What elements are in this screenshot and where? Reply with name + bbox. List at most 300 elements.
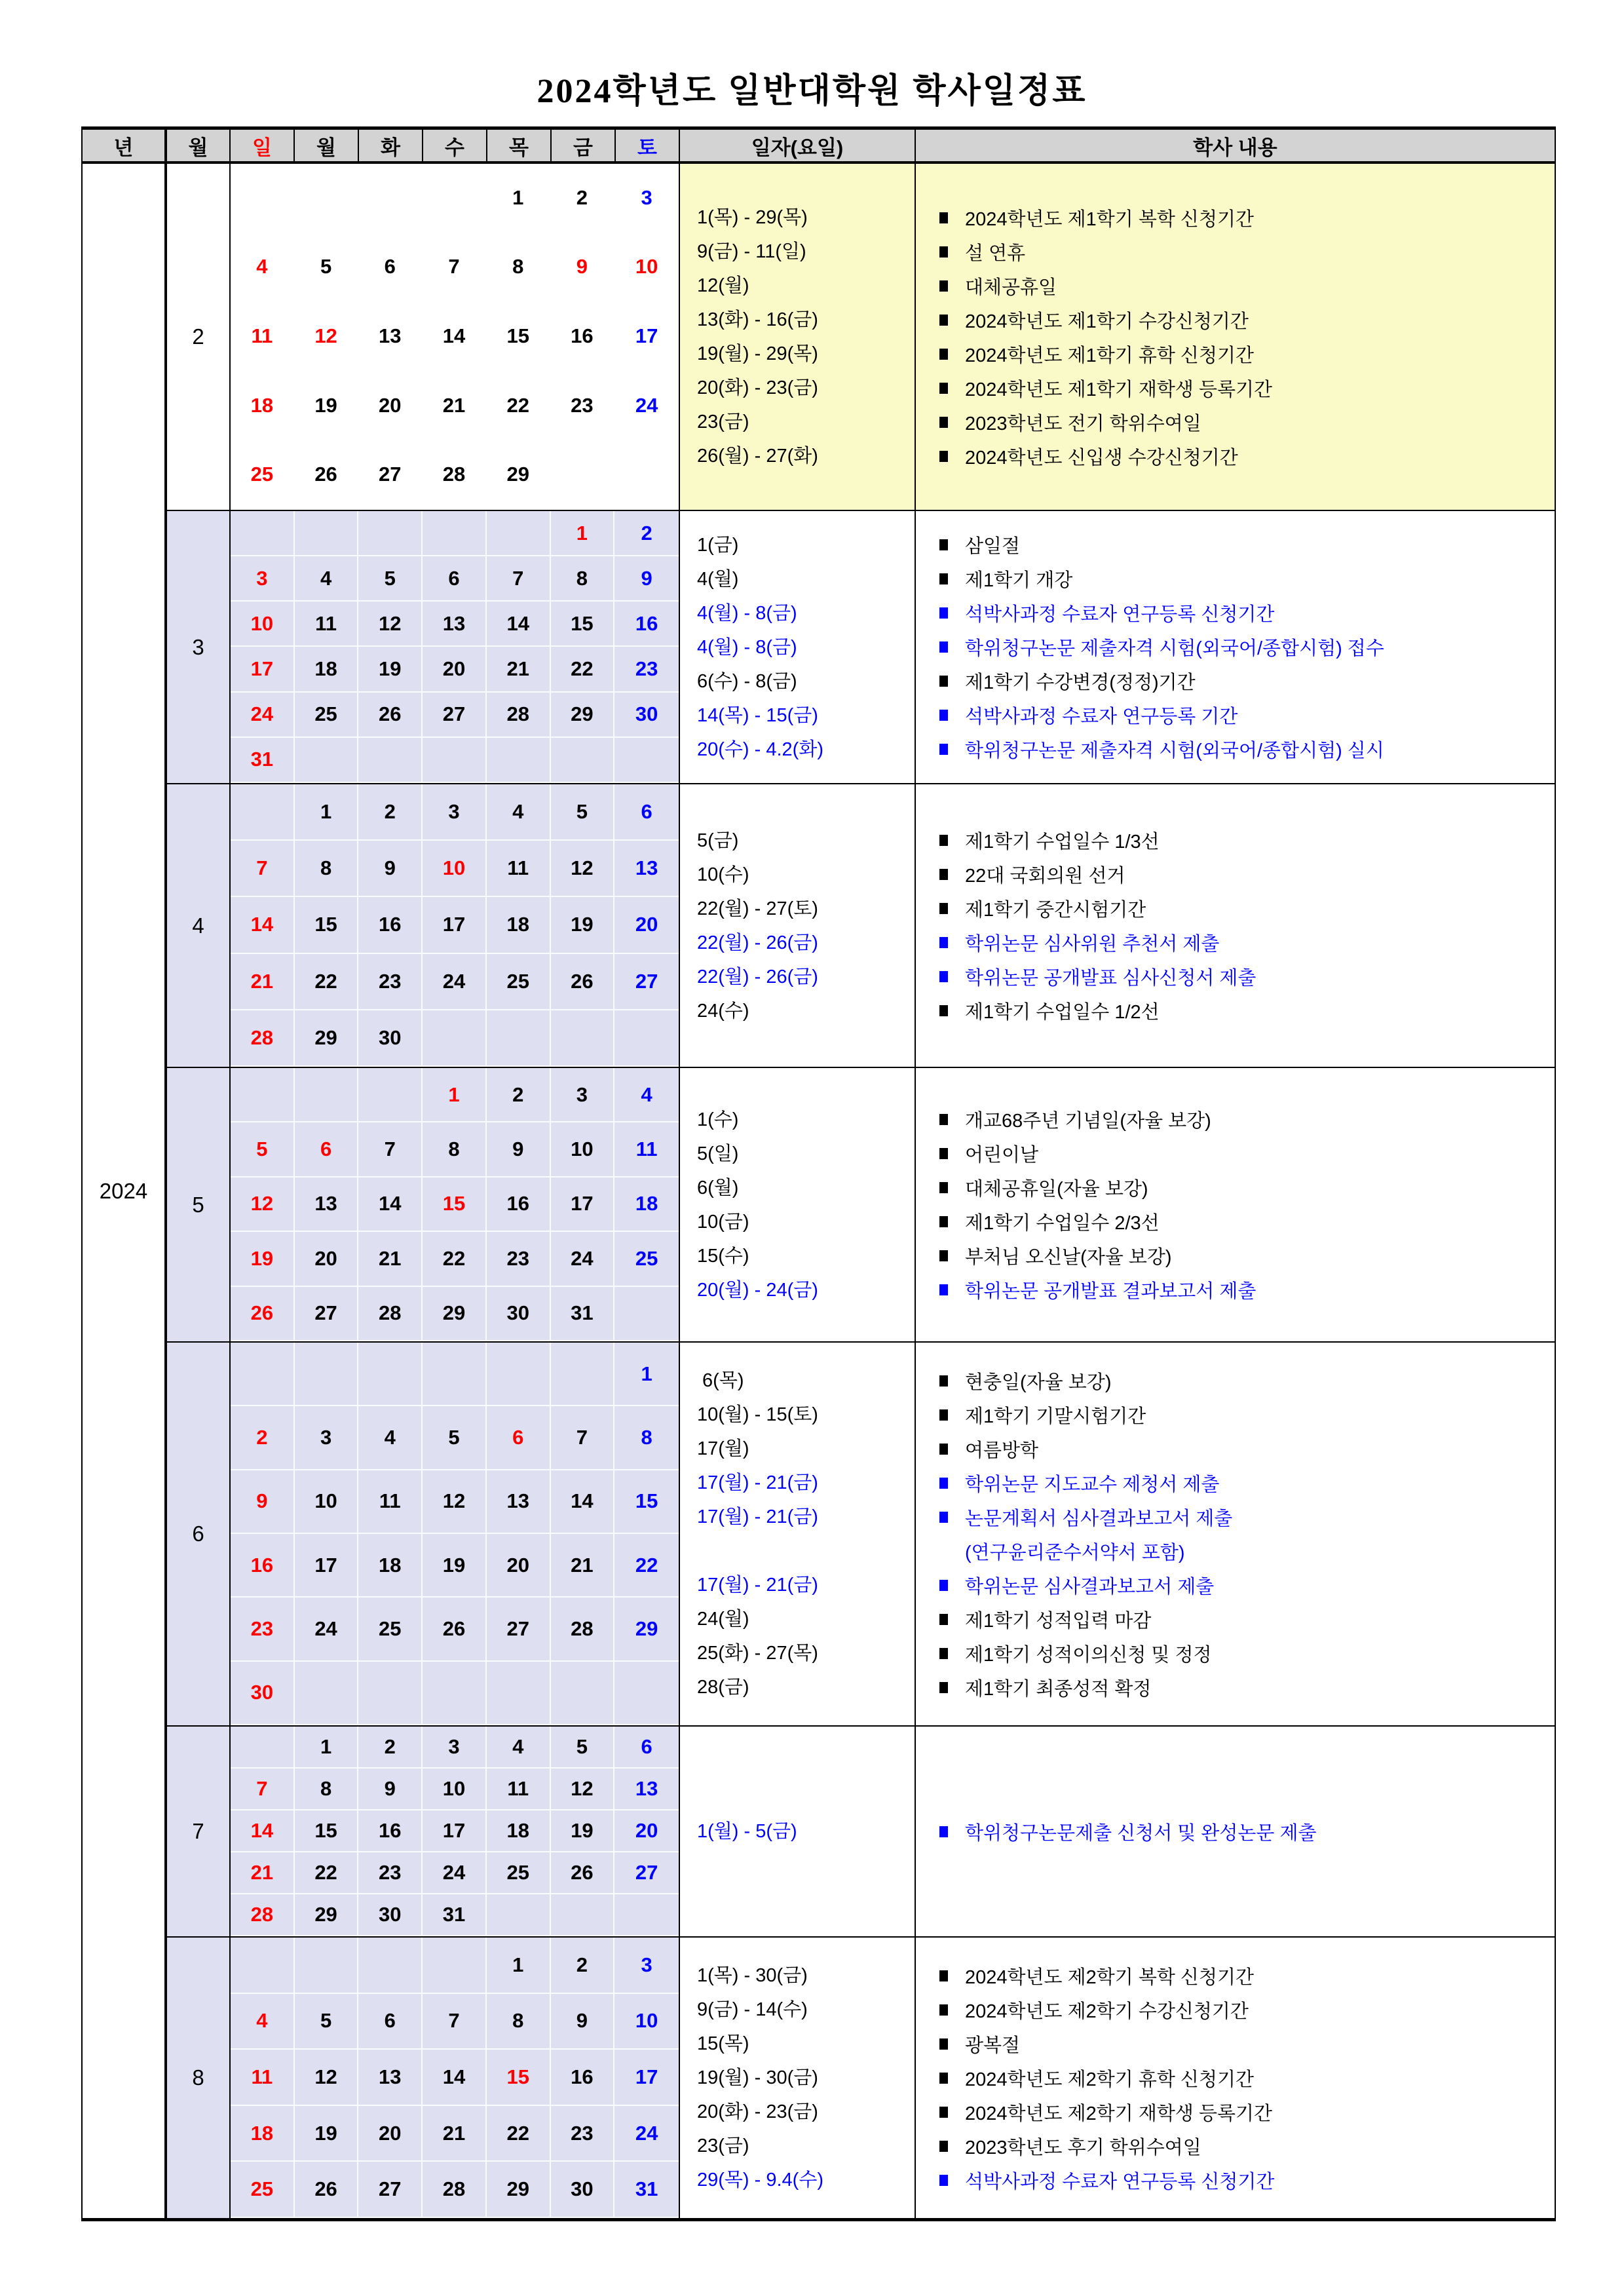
calendar-day: 26 bbox=[231, 1287, 295, 1341]
calendar-day: 4 bbox=[358, 1406, 423, 1470]
calendar-day: 12 bbox=[551, 1769, 615, 1810]
calendar-day: 3 bbox=[614, 1938, 679, 1994]
calendar-day bbox=[358, 511, 423, 556]
calendar-day: 20 bbox=[487, 1534, 551, 1598]
calendar-day: 26 bbox=[551, 1852, 615, 1894]
calendar-day: 14 bbox=[231, 1810, 295, 1852]
calendar-day bbox=[231, 164, 295, 233]
calendar-day: 13 bbox=[614, 1769, 679, 1810]
calendar-day: 31 bbox=[231, 738, 295, 783]
event-line bbox=[916, 201, 1555, 235]
bullet-square-icon bbox=[939, 573, 948, 584]
date-range: 5(금) bbox=[697, 830, 739, 851]
bullet-square-icon bbox=[939, 2073, 948, 2084]
month-label: 7 bbox=[167, 1727, 231, 1936]
calendar-day bbox=[231, 511, 295, 556]
month-row-5 bbox=[167, 1068, 1555, 1343]
calendar-day: 19 bbox=[295, 372, 359, 441]
event-text: 2024학년도 제1학기 복학 신청기간 bbox=[965, 208, 1254, 230]
event-line bbox=[916, 926, 1555, 960]
calendar-day: 18 bbox=[231, 372, 295, 441]
month-calendar bbox=[231, 1938, 680, 2218]
calendar-day: 16 bbox=[551, 302, 615, 372]
calendar-day: 11 bbox=[231, 302, 295, 372]
calendar-day bbox=[295, 511, 359, 556]
calendar-day: 30 bbox=[231, 1662, 295, 1725]
bullet-square-icon bbox=[939, 869, 948, 880]
calendar-day: 23 bbox=[614, 647, 679, 692]
calendar-day: 14 bbox=[231, 897, 295, 953]
calendar-day: 22 bbox=[295, 954, 359, 1010]
calendar-day: 4 bbox=[295, 556, 359, 602]
calendar-day: 11 bbox=[358, 1470, 423, 1534]
calendar-day: 3 bbox=[295, 1406, 359, 1470]
event-text: 석박사과정 수료자 연구등록 기간 bbox=[965, 706, 1238, 727]
calendar-day bbox=[231, 1343, 295, 1406]
date-range: 4(월) - 8(금) bbox=[697, 602, 797, 624]
bullet-square-icon bbox=[939, 1580, 948, 1591]
calendar-day bbox=[614, 1894, 679, 1936]
calendar-day: 10 bbox=[295, 1470, 359, 1534]
date-range: 17(월) bbox=[697, 1438, 749, 1459]
calendar-day: 15 bbox=[487, 2050, 551, 2106]
header-weekday-목: 목 bbox=[487, 130, 552, 161]
calendar-day: 8 bbox=[614, 1406, 679, 1470]
calendar-day: 4 bbox=[487, 1727, 551, 1769]
calendar-day: 24 bbox=[551, 1232, 615, 1286]
calendar-day: 17 bbox=[614, 2050, 679, 2106]
date-range: 29(목) - 9.4(수) bbox=[697, 2170, 823, 2191]
event-text: 학위청구논문 제출자격 시험(외국어/종합시험) 실시 bbox=[965, 740, 1384, 761]
month-row-3 bbox=[167, 511, 1555, 784]
bullet-square-icon bbox=[939, 744, 948, 755]
calendar-day: 8 bbox=[487, 1994, 551, 2050]
calendar-day: 23 bbox=[231, 1598, 295, 1661]
bullet-square-icon bbox=[939, 1375, 948, 1387]
date-range: 10(금) bbox=[697, 1211, 749, 1233]
month-label: 3 bbox=[167, 511, 231, 783]
calendar-day: 31 bbox=[423, 1894, 487, 1936]
month-label: 6 bbox=[167, 1343, 231, 1725]
calendar-day: 23 bbox=[551, 372, 615, 441]
event-line bbox=[916, 337, 1555, 371]
date-range-column bbox=[680, 164, 916, 510]
month-label: 4 bbox=[167, 784, 231, 1067]
bullet-square-icon bbox=[939, 1444, 948, 1455]
header-weekday-일: 일 bbox=[231, 130, 295, 161]
calendar-day: 12 bbox=[295, 302, 359, 372]
calendar-day: 10 bbox=[551, 1122, 615, 1177]
bullet-square-icon bbox=[939, 212, 948, 223]
date-range: 17(월) - 21(금) bbox=[697, 1472, 818, 1493]
page-title: 2024학년도 일반대학원 학사일정표 bbox=[537, 73, 1087, 110]
calendar-day: 17 bbox=[295, 1534, 359, 1598]
month-calendar bbox=[231, 164, 680, 510]
calendar-day: 15 bbox=[295, 897, 359, 953]
calendar-day bbox=[551, 1894, 615, 1936]
calendar-day: 11 bbox=[614, 1122, 679, 1177]
calendar-day: 13 bbox=[487, 1470, 551, 1534]
calendar-day bbox=[614, 1662, 679, 1725]
calendar-day: 3 bbox=[231, 556, 295, 602]
calendar-day: 2 bbox=[358, 784, 423, 841]
event-text: (연구윤리준수서약서 포함) bbox=[965, 1542, 1185, 1563]
calendar-day: 16 bbox=[231, 1534, 295, 1598]
calendar-day bbox=[358, 1938, 423, 1994]
calendar-day bbox=[551, 440, 615, 510]
calendar-day: 28 bbox=[423, 2162, 487, 2218]
calendar-day: 24 bbox=[614, 2106, 679, 2162]
bullet-square-icon bbox=[939, 903, 948, 914]
date-range: 6(수) - 8(금) bbox=[697, 670, 797, 692]
calendar-day bbox=[231, 1068, 295, 1122]
calendar-day: 1 bbox=[614, 1343, 679, 1406]
bullet-square-icon bbox=[939, 971, 948, 982]
bullet-square-icon bbox=[939, 937, 948, 948]
calendar-day: 23 bbox=[358, 1852, 423, 1894]
event-text: 2024학년도 제2학기 휴학 신청기간 bbox=[965, 2069, 1254, 2090]
event-line bbox=[916, 630, 1555, 664]
calendar-day: 1 bbox=[295, 1727, 359, 1769]
calendar-day: 26 bbox=[295, 440, 359, 510]
calendar-day: 14 bbox=[551, 1470, 615, 1534]
calendar-day: 11 bbox=[487, 841, 551, 897]
bullet-square-icon bbox=[939, 710, 948, 721]
date-range: 25(화) - 27(목) bbox=[697, 1643, 818, 1664]
calendar-day: 5 bbox=[295, 233, 359, 303]
bullet-square-icon bbox=[939, 676, 948, 687]
bullet-square-icon bbox=[939, 2107, 948, 2118]
calendar-day: 17 bbox=[231, 647, 295, 692]
academic-schedule-table bbox=[81, 126, 1556, 2221]
calendar-day: 9 bbox=[358, 1769, 423, 1810]
date-range: 24(월) bbox=[697, 1609, 749, 1630]
month-calendar bbox=[231, 784, 680, 1067]
calendar-day: 1 bbox=[295, 784, 359, 841]
calendar-day bbox=[551, 1343, 615, 1406]
date-range: 4(월) bbox=[697, 568, 739, 590]
calendar-day: 5 bbox=[551, 1727, 615, 1769]
date-range-column bbox=[680, 511, 916, 783]
calendar-day: 27 bbox=[614, 1852, 679, 1894]
calendar-day: 25 bbox=[358, 1598, 423, 1661]
event-text: 제1학기 기말시험기간 bbox=[965, 1406, 1146, 1427]
calendar-day: 24 bbox=[423, 1852, 487, 1894]
event-text: 제1학기 성적이의신청 및 정정 bbox=[965, 1644, 1212, 1666]
event-text: 학위논문 지도교수 제청서 제출 bbox=[965, 1474, 1220, 1495]
event-line bbox=[916, 2061, 1555, 2095]
calendar-day: 1 bbox=[487, 1938, 551, 1994]
date-range: 17(월) - 21(금) bbox=[697, 1575, 818, 1596]
calendar-day: 14 bbox=[358, 1177, 423, 1232]
event-content-column bbox=[916, 1938, 1555, 2218]
bullet-square-icon bbox=[939, 315, 948, 326]
calendar-day bbox=[358, 1662, 423, 1725]
date-range: 12(월) bbox=[697, 275, 749, 296]
calendar-day: 16 bbox=[358, 897, 423, 953]
event-line bbox=[916, 1364, 1555, 1398]
event-text: 제1학기 중간시험기간 bbox=[965, 900, 1146, 921]
calendar-day: 14 bbox=[423, 302, 487, 372]
event-line bbox=[916, 371, 1555, 405]
calendar-day: 25 bbox=[614, 1232, 679, 1286]
calendar-day: 28 bbox=[423, 440, 487, 510]
calendar-day: 27 bbox=[614, 954, 679, 1010]
month-calendar bbox=[231, 1727, 680, 1936]
event-text: 제1학기 수강변경(정정)기간 bbox=[965, 672, 1196, 693]
date-range: 23(금) bbox=[697, 411, 749, 432]
calendar-day: 29 bbox=[487, 440, 551, 510]
event-text: 현충일(자율 보강) bbox=[965, 1371, 1112, 1393]
table-header-row bbox=[83, 130, 1555, 164]
date-range: 22(월) - 27(토) bbox=[697, 898, 818, 919]
event-line bbox=[916, 528, 1555, 562]
calendar-day: 25 bbox=[231, 2162, 295, 2218]
calendar-day: 17 bbox=[614, 302, 679, 372]
date-range: 20(수) - 4.2(화) bbox=[697, 738, 823, 760]
calendar-day: 26 bbox=[295, 2162, 359, 2218]
event-text: 설 연휴 bbox=[965, 242, 1026, 264]
calendar-day: 13 bbox=[423, 602, 487, 647]
bullet-square-icon bbox=[939, 2038, 948, 2050]
date-range: 9(금) - 11(일) bbox=[697, 241, 806, 262]
date-range: 1(월) - 5(금) bbox=[697, 1821, 797, 1842]
event-text: 2024학년도 제1학기 휴학 신청기간 bbox=[965, 345, 1254, 366]
bullet-square-icon bbox=[939, 246, 948, 258]
calendar-day: 29 bbox=[551, 693, 615, 738]
event-text: 부처님 오신날(자율 보강) bbox=[965, 1247, 1172, 1268]
event-text: 학위논문 공개발표 결과보고서 제출 bbox=[965, 1281, 1256, 1302]
bullet-square-icon bbox=[939, 1409, 948, 1421]
date-range: 19(월) - 30(금) bbox=[697, 2067, 818, 2088]
event-line bbox=[916, 1959, 1555, 1993]
calendar-day bbox=[295, 1068, 359, 1122]
date-range: 5(일) bbox=[697, 1143, 739, 1164]
calendar-day: 6 bbox=[423, 556, 487, 602]
calendar-day: 21 bbox=[358, 1232, 423, 1286]
calendar-day: 20 bbox=[614, 1810, 679, 1852]
calendar-day: 27 bbox=[358, 2162, 423, 2218]
event-line bbox=[916, 892, 1555, 926]
event-line bbox=[916, 664, 1555, 698]
date-range: 23(금) bbox=[697, 2135, 749, 2156]
calendar-day: 14 bbox=[487, 602, 551, 647]
bullet-square-icon bbox=[939, 835, 948, 846]
event-line bbox=[916, 1568, 1555, 1602]
calendar-day bbox=[231, 1727, 295, 1769]
date-range: 22(월) - 26(금) bbox=[697, 932, 818, 953]
date-range bbox=[680, 1534, 915, 1568]
calendar-day: 23 bbox=[551, 2106, 615, 2162]
calendar-day: 30 bbox=[551, 2162, 615, 2218]
calendar-day: 9 bbox=[551, 233, 615, 303]
calendar-day: 10 bbox=[423, 1769, 487, 1810]
calendar-day: 5 bbox=[231, 1122, 295, 1177]
calendar-day: 6 bbox=[487, 1406, 551, 1470]
calendar-day bbox=[551, 1662, 615, 1725]
calendar-day: 22 bbox=[423, 1232, 487, 1286]
calendar-day: 1 bbox=[487, 164, 551, 233]
event-text: 2024학년도 제1학기 수강신청기간 bbox=[965, 311, 1249, 332]
calendar-day: 8 bbox=[551, 556, 615, 602]
calendar-day bbox=[487, 1343, 551, 1406]
month-row-4 bbox=[167, 784, 1555, 1068]
calendar-day: 4 bbox=[487, 784, 551, 841]
event-line bbox=[916, 1814, 1555, 1848]
calendar-day: 7 bbox=[551, 1406, 615, 1470]
date-range: 19(월) - 29(목) bbox=[697, 343, 818, 364]
header-date: 일자(요일) bbox=[680, 130, 916, 161]
calendar-day: 23 bbox=[487, 1232, 551, 1286]
calendar-day: 4 bbox=[231, 233, 295, 303]
calendar-day: 22 bbox=[295, 1852, 359, 1894]
bullet-square-icon bbox=[939, 1005, 948, 1016]
event-line bbox=[916, 1273, 1555, 1307]
calendar-day: 21 bbox=[231, 954, 295, 1010]
bullet-square-icon bbox=[939, 607, 948, 619]
calendar-day: 29 bbox=[295, 1010, 359, 1067]
calendar-day: 12 bbox=[295, 2050, 359, 2106]
calendar-day: 26 bbox=[551, 954, 615, 1010]
calendar-day: 18 bbox=[614, 1177, 679, 1232]
event-text: 논문계획서 심사결과보고서 제출 bbox=[965, 1508, 1233, 1529]
date-range: 9(금) - 14(수) bbox=[697, 1999, 808, 2020]
calendar-day bbox=[295, 738, 359, 783]
bullet-square-icon bbox=[939, 1970, 948, 1981]
calendar-day: 3 bbox=[423, 1727, 487, 1769]
calendar-day: 24 bbox=[295, 1598, 359, 1661]
event-line bbox=[916, 2027, 1555, 2061]
calendar-day: 7 bbox=[423, 1994, 487, 2050]
event-line bbox=[916, 1103, 1555, 1137]
event-line bbox=[916, 1398, 1555, 1432]
calendar-day bbox=[231, 1938, 295, 1994]
calendar-day: 29 bbox=[423, 1287, 487, 1341]
calendar-day: 22 bbox=[614, 1534, 679, 1598]
date-range-column bbox=[680, 1938, 916, 2218]
calendar-day: 7 bbox=[423, 233, 487, 303]
calendar-day: 29 bbox=[487, 2162, 551, 2218]
calendar-day bbox=[358, 738, 423, 783]
date-range: 1(목) - 30(금) bbox=[697, 1965, 808, 1986]
event-line bbox=[916, 1670, 1555, 1704]
bullet-square-icon bbox=[939, 349, 948, 360]
date-range-column bbox=[680, 1727, 916, 1936]
calendar-day: 10 bbox=[614, 1994, 679, 2050]
event-text: 2023학년도 전기 학위수여일 bbox=[965, 413, 1201, 434]
calendar-day: 22 bbox=[487, 2106, 551, 2162]
date-range: 14(목) - 15(금) bbox=[697, 704, 818, 726]
event-content-column bbox=[916, 1068, 1555, 1341]
calendar-day: 5 bbox=[295, 1994, 359, 2050]
calendar-day: 19 bbox=[551, 897, 615, 953]
calendar-day: 18 bbox=[487, 897, 551, 953]
event-line bbox=[916, 235, 1555, 269]
event-text: 여름방학 bbox=[965, 1440, 1039, 1461]
calendar-day: 10 bbox=[231, 602, 295, 647]
calendar-day: 9 bbox=[614, 556, 679, 602]
event-content-column bbox=[916, 1343, 1555, 1725]
calendar-day: 12 bbox=[423, 1470, 487, 1534]
header-weekday-월: 월 bbox=[295, 130, 359, 161]
bullet-square-icon bbox=[939, 1250, 948, 1261]
bullet-square-icon bbox=[939, 1114, 948, 1125]
calendar-day: 12 bbox=[551, 841, 615, 897]
calendar-day bbox=[487, 1894, 551, 1936]
calendar-day: 19 bbox=[358, 647, 423, 692]
calendar-day bbox=[614, 738, 679, 783]
calendar-day: 15 bbox=[614, 1470, 679, 1534]
calendar-day: 16 bbox=[614, 602, 679, 647]
bullet-square-icon bbox=[939, 2175, 948, 2186]
calendar-day: 28 bbox=[231, 1010, 295, 1067]
calendar-day: 16 bbox=[551, 2050, 615, 2106]
event-line bbox=[916, 733, 1555, 767]
date-range: 20(화) - 23(금) bbox=[697, 2101, 818, 2122]
calendar-day bbox=[423, 1010, 487, 1067]
bullet-square-icon bbox=[939, 1512, 948, 1523]
calendar-day bbox=[551, 738, 615, 783]
calendar-day: 6 bbox=[358, 233, 423, 303]
calendar-day: 29 bbox=[614, 1598, 679, 1661]
event-text: 제1학기 성적입력 마감 bbox=[965, 1610, 1152, 1632]
calendar-day: 11 bbox=[295, 602, 359, 647]
calendar-day: 11 bbox=[487, 1769, 551, 1810]
calendar-day bbox=[423, 738, 487, 783]
event-line bbox=[916, 269, 1555, 303]
calendar-day bbox=[423, 511, 487, 556]
calendar-day: 5 bbox=[551, 784, 615, 841]
event-content-column bbox=[916, 511, 1555, 783]
event-line bbox=[916, 1432, 1555, 1466]
calendar-day: 5 bbox=[423, 1406, 487, 1470]
event-line bbox=[916, 2095, 1555, 2129]
calendar-day: 15 bbox=[551, 602, 615, 647]
event-line bbox=[916, 960, 1555, 994]
date-range: 1(금) bbox=[697, 534, 739, 556]
date-range: 13(화) - 16(금) bbox=[697, 309, 818, 330]
date-range: 24(수) bbox=[697, 1000, 749, 1022]
calendar-day: 21 bbox=[231, 1852, 295, 1894]
calendar-day: 18 bbox=[358, 1534, 423, 1598]
year-cell: 2024 bbox=[83, 164, 167, 2218]
date-range: 6(목) bbox=[697, 1370, 744, 1391]
calendar-day: 3 bbox=[614, 164, 679, 233]
calendar-day: 19 bbox=[551, 1810, 615, 1852]
event-text: 2024학년도 신입생 수강신청기간 bbox=[965, 447, 1238, 469]
calendar-day: 27 bbox=[295, 1287, 359, 1341]
event-content-column bbox=[916, 784, 1555, 1067]
event-line bbox=[916, 596, 1555, 630]
calendar-day: 20 bbox=[295, 1232, 359, 1286]
calendar-day: 24 bbox=[423, 954, 487, 1010]
calendar-day: 28 bbox=[487, 693, 551, 738]
event-line bbox=[916, 2129, 1555, 2163]
calendar-day bbox=[487, 1662, 551, 1725]
date-range: 10(수) bbox=[697, 864, 749, 885]
calendar-day: 21 bbox=[423, 372, 487, 441]
calendar-day bbox=[423, 1343, 487, 1406]
header-month: 월 bbox=[167, 130, 231, 161]
calendar-day bbox=[358, 1068, 423, 1122]
event-line bbox=[916, 1993, 1555, 2027]
month-row-8 bbox=[167, 1938, 1555, 2218]
calendar-day: 5 bbox=[358, 556, 423, 602]
bullet-square-icon bbox=[939, 2141, 948, 2152]
calendar-day: 16 bbox=[358, 1810, 423, 1852]
event-text: 2023학년도 후기 학위수여일 bbox=[965, 2137, 1201, 2158]
date-range: 20(화) - 23(금) bbox=[697, 377, 818, 398]
